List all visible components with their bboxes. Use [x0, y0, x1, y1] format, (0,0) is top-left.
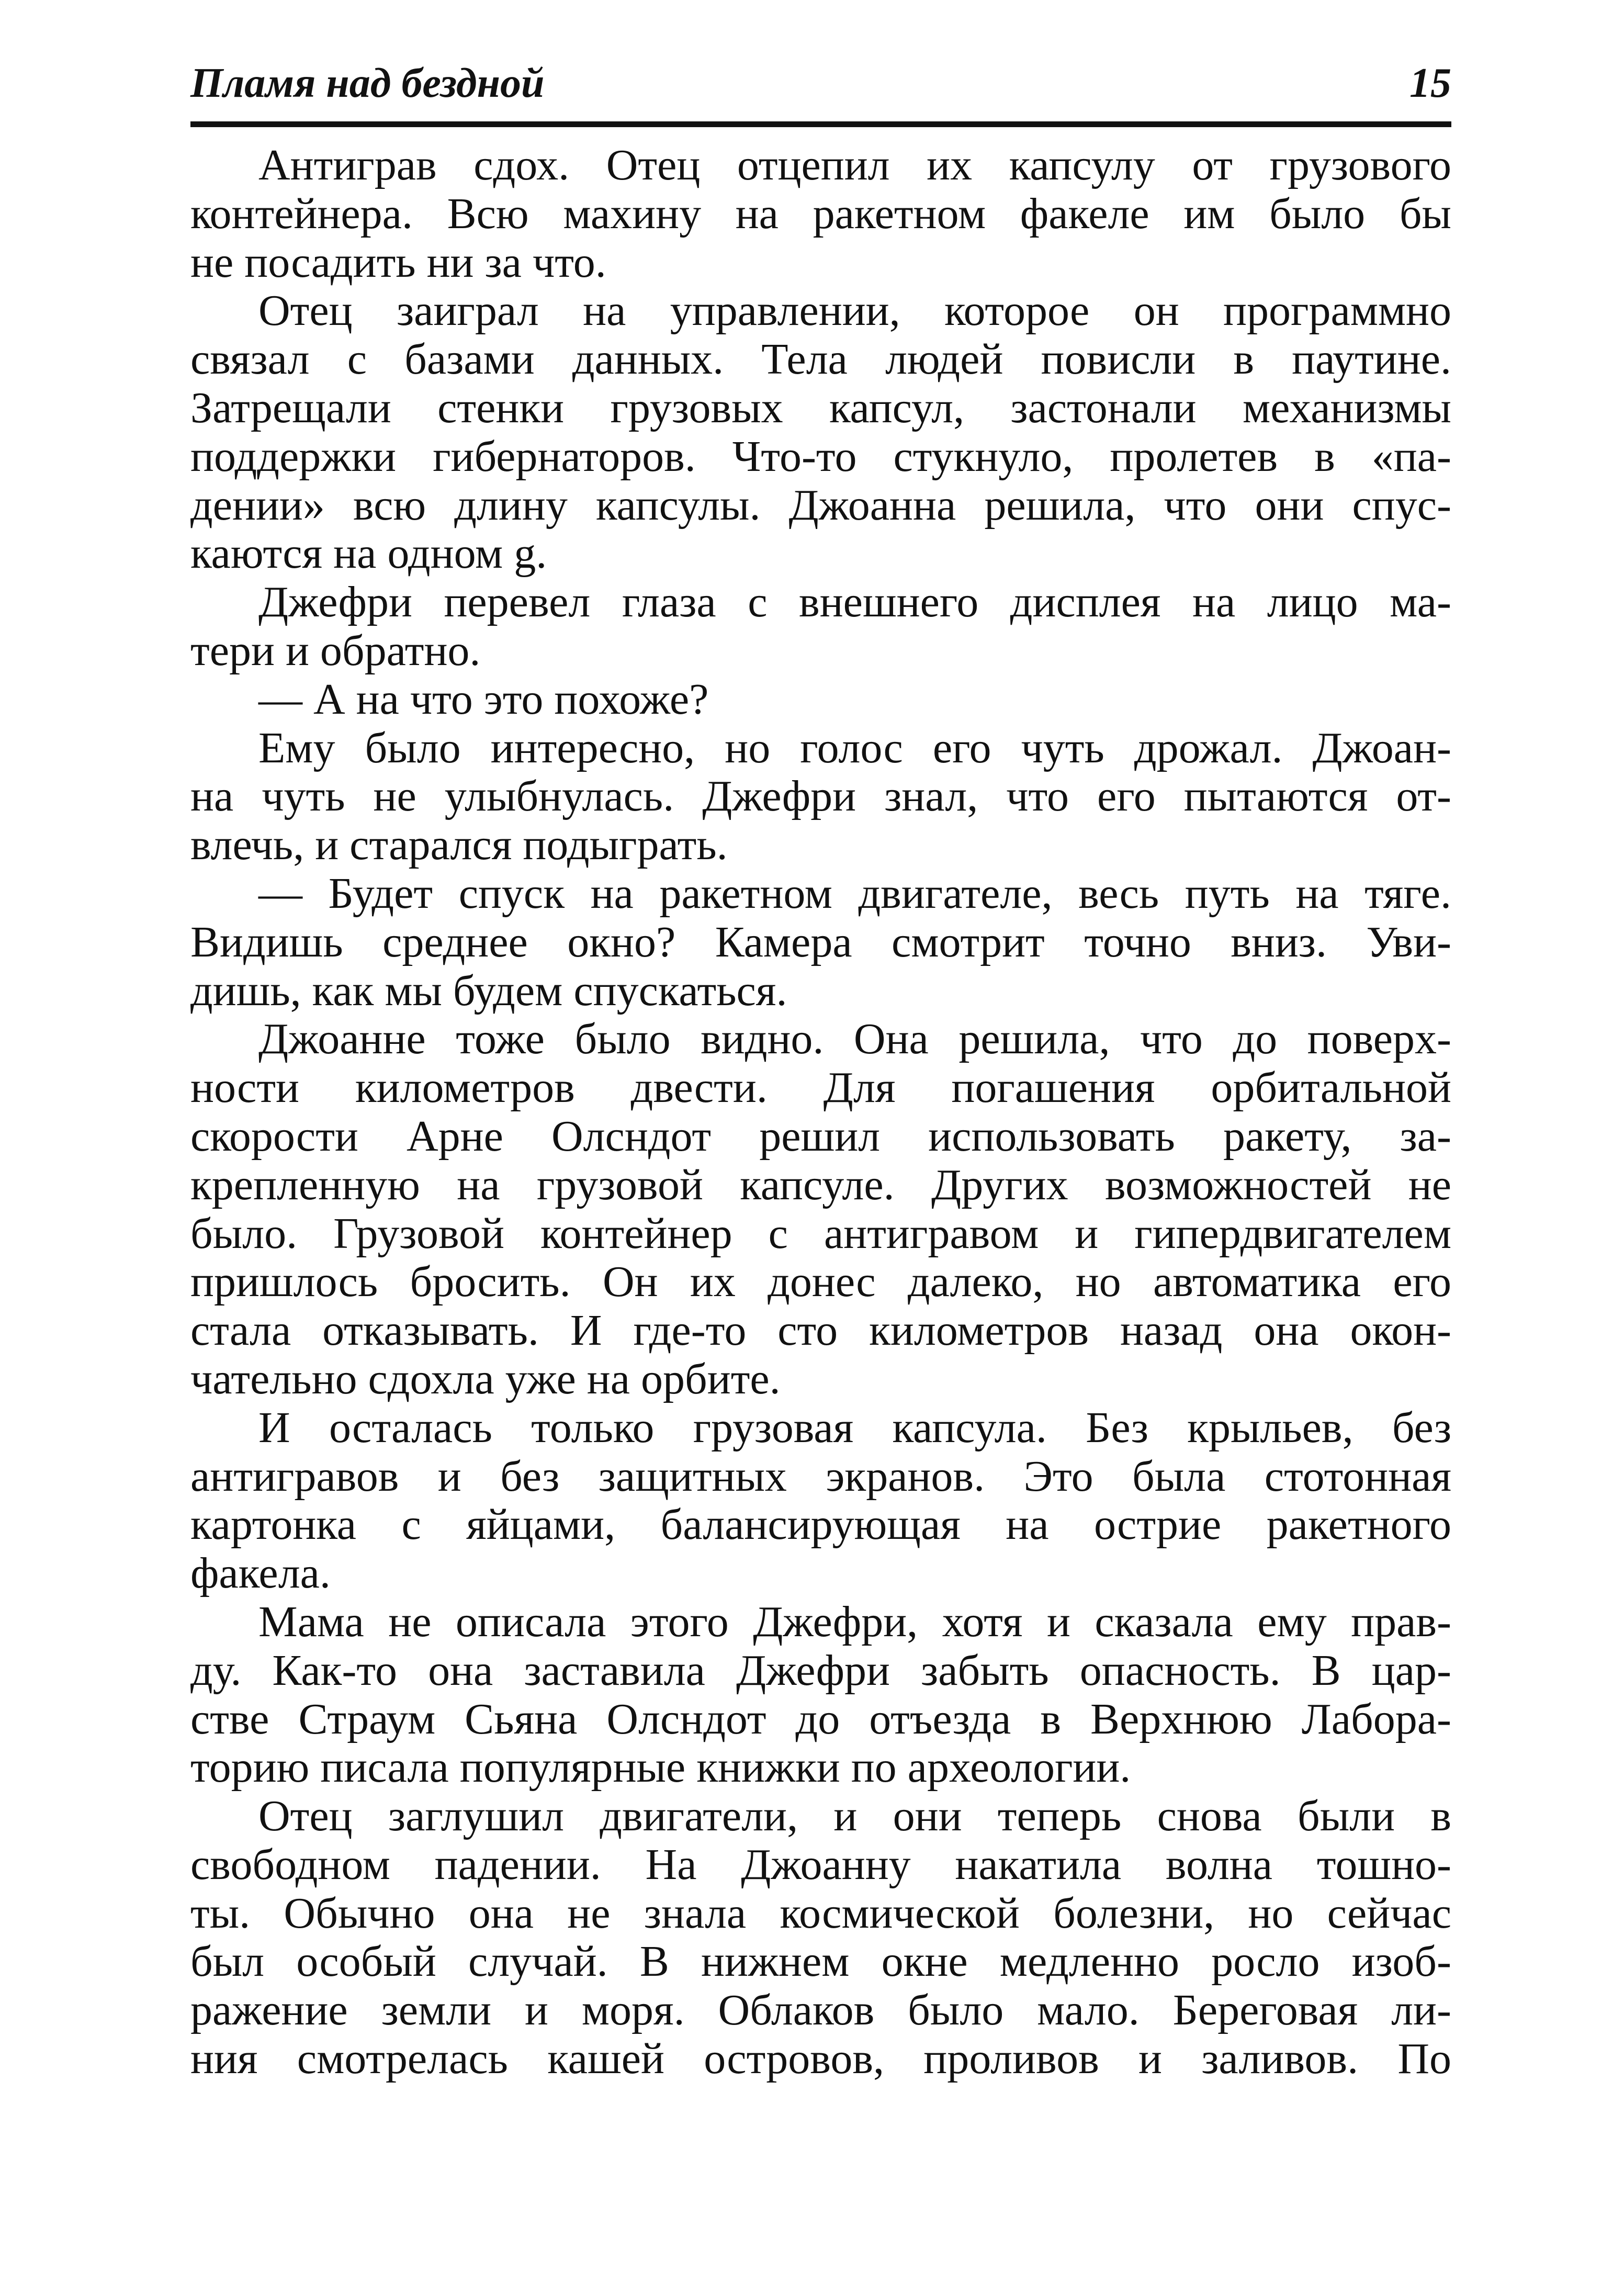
text-line: чательно сдохла уже на орбите.	[190, 1355, 781, 1403]
text-line: не посадить ни за что.	[190, 238, 606, 287]
text-line: контейнера. Всю махину на ракетном факеле им было бы	[190, 189, 1451, 238]
text-line: каются на одном g.	[190, 530, 547, 578]
text-line: стала отказывать. И где-то сто километров назад она окон-	[190, 1307, 1451, 1355]
text-line: тери и обратно.	[190, 626, 481, 675]
text-line: антигравов и без защитных экранов. Это была стотонная	[190, 1452, 1451, 1501]
text-line: Отец заиграл на управлении, которое он программно	[258, 287, 1451, 335]
running-title: Пламя над бездной	[190, 60, 545, 106]
text-line: торию писала популярные книжки по археологии.	[190, 1743, 1131, 1792]
text-line: ния смотрелась кашей островов, проливов и заливов. По	[190, 2035, 1451, 2084]
text-line: скорости Арне Олсндот решил использовать ракету, за-	[190, 1112, 1451, 1161]
text-line: связал с базами данных. Тела людей повисли в паутине.	[190, 335, 1451, 384]
text-line: картонка с яйцами, балансирующая на острие ракетного	[190, 1501, 1451, 1549]
text-line: И осталась только грузовая капсула. Без крыльев, без	[258, 1403, 1451, 1452]
page-number: 15	[1409, 60, 1451, 106]
text-line: поддержки гибернаторов. Что-то стукнуло, пролетев в «па-	[190, 432, 1451, 481]
page-header	[190, 54, 1451, 112]
text-line: стве Страум Сьяна Олсндот до отъезда в Верхнюю Лабора-	[190, 1695, 1451, 1743]
text-line: ражение земли и моря. Облаков было мало. Береговая ли-	[190, 1986, 1451, 2035]
text-line: — А на что это похоже?	[258, 675, 709, 724]
text-line: ты. Обычно она не знала космической болезни, но сейчас	[190, 1889, 1451, 1938]
text-line: ду. Как-то она заставила Джефри забыть опасность. В цар-	[190, 1646, 1451, 1695]
text-line: — Будет спуск на ракетном двигателе, весь путь на тяге.	[258, 869, 1451, 918]
body-text	[190, 141, 1451, 2084]
text-line: Джоанне тоже было видно. Она решила, что до поверх-	[258, 1015, 1451, 1064]
text-line: крепленную на грузовой капсуле. Других возможностей не	[190, 1161, 1451, 1209]
text-line: был особый случай. В нижнем окне медленно росло изоб-	[190, 1938, 1451, 1986]
header-rule	[190, 121, 1451, 127]
text-line: Мама не описала этого Джефри, хотя и сказала ему прав-	[258, 1597, 1451, 1646]
text-line: свободном падении. На Джоанну накатила волна тошно-	[190, 1840, 1451, 1889]
text-line: на чуть не улыбнулась. Джефри знал, что его пытаются от-	[190, 772, 1451, 821]
text-line: Затрещали стенки грузовых капсул, застонали механизмы	[190, 384, 1451, 432]
text-line: было. Грузовой контейнер с антигравом и гипердвигателем	[190, 1209, 1451, 1258]
text-line: дении» всю длину капсулы. Джоанна решила, что они спус-	[190, 481, 1451, 530]
text-line: Отец заглушил двигатели, и они теперь снова были в	[258, 1792, 1451, 1841]
text-line: факела.	[190, 1549, 331, 1598]
text-line: Ему было интересно, но голос его чуть дрожал. Джоан-	[258, 724, 1451, 772]
text-line: Видишь среднее окно? Камера смотрит точно вниз. Уви-	[190, 918, 1451, 966]
text-line: пришлось бросить. Он их донес далеко, но автоматика его	[190, 1258, 1451, 1307]
text-line: дишь, как мы будем спускаться.	[190, 966, 787, 1015]
text-line: ности километров двести. Для погашения орбитальной	[190, 1064, 1451, 1112]
text-line: Джефри перевел глаза с внешнего дисплея на лицо ма-	[258, 578, 1451, 627]
text-line: влечь, и старался подыграть.	[190, 821, 728, 870]
text-line: Антиграв сдох. Отец отцепил их капсулу от грузового	[258, 141, 1451, 189]
